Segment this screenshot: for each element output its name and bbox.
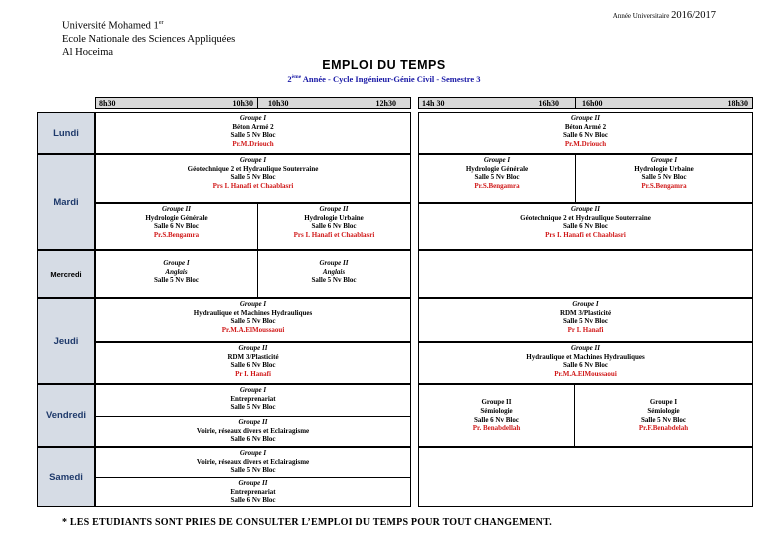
time-slot-a: 8h30 10h30 — [95, 97, 258, 109]
session-mercredi-afternoon-empty — [418, 250, 753, 298]
session-jeudi-afternoon-g1: Groupe I RDM 3/Plasticité Salle 5 Nv Bloc Pr I. Hanafi — [418, 298, 753, 342]
session-jeudi-morning-g2: Groupe II RDM 3/Plasticité Salle 6 Nv Bloc Pr I. Hanafi — [95, 341, 411, 384]
session-mercredi-b: Groupe II Anglais Salle 5 Nv Bloc — [257, 250, 411, 298]
page-title: EMPLOI DU TEMPS — [322, 58, 446, 72]
session-vendredi-morning-g2: Groupe II Voirie, réseaux divers et Eclairagisme Salle 6 Nv Bloc — [95, 416, 411, 447]
session-mardi-morning-g1: Groupe I Géotechnique 2 et Hydraulique Souterraine Salle 5 Nv Bloc Prs I. Hanafi et Chaablasri — [95, 154, 411, 203]
year-label: Année Universitaire — [612, 12, 670, 20]
institution-line-3: Al Hoceima — [62, 46, 114, 58]
session-vendredi-afternoon-b: Groupe I Sémiologie Salle 5 Nv Bloc Pr.F.Benabdelah — [574, 384, 753, 447]
session-lundi-afternoon: Groupe II Béton Armé 2 Salle 6 Nv Bloc Pr.M.Driouch — [418, 112, 753, 154]
session-mardi-afternoon-g2: Groupe II Géotechnique 2 et Hydraulique Souterraine Salle 6 Nv Bloc Prs I. Hanafi et Chaablasri — [418, 202, 753, 250]
session-mardi-morning-g2-a: Groupe II Hydrologie Générale Salle 6 Nv Bloc Pr.S.Bengamra — [95, 202, 258, 250]
session-samedi-morning-g2: Groupe II Entreprenariat Salle 6 Nv Bloc — [95, 477, 411, 507]
day-jeudi: Jeudi — [37, 298, 95, 384]
session-vendredi-afternoon-a: Groupe II Sémiologie Salle 6 Nv Bloc Pr. Benabdellah — [418, 384, 575, 447]
day-samedi: Samedi — [37, 447, 95, 507]
session-mardi-morning-g2-b: Groupe II Hydrologie Urbaine Salle 6 Nv Bloc Prs I. Hanafi et Chaablasri — [257, 202, 411, 250]
academic-year — [613, 10, 716, 21]
session-jeudi-afternoon-g2: Groupe II Hydraulique et Machines Hydrauliques Salle 6 Nv Bloc Pr.M.A.ElMoussaoui — [418, 341, 753, 384]
session-mardi-afternoon-g1-a: Groupe I Hydrologie Générale Salle 5 Nv Bloc Pr.S.Bengamra — [418, 154, 576, 203]
page-subtitle: 2ème Année - Cycle Ingénieur-Génie Civil - Semestre 3 — [287, 74, 481, 84]
session-samedi-morning-g1: Groupe I Voirie, réseaux divers et Eclairagisme Salle 5 Nv Bloc — [95, 447, 411, 478]
day-lundi: Lundi — [37, 112, 95, 154]
session-mardi-afternoon-g1-b: Groupe I Hydrologie Urbaine Salle 5 Nv Bloc Pr.S.Bengamra — [575, 154, 753, 203]
session-vendredi-morning-g1: Groupe I Entreprenariat Salle 5 Nv Bloc — [95, 384, 411, 417]
time-slot-d: 16h00 18h30 — [575, 97, 753, 109]
institution-line-1: Université Mohamed 1er — [62, 20, 164, 32]
institution-block — [62, 17, 235, 59]
institution-line-2: Ecole Nationale des Sciences Appliquées — [62, 33, 236, 45]
year-value: 2016/2017 — [671, 10, 716, 21]
time-slot-c: 14h 30 16h30 — [418, 97, 576, 109]
time-slot-b: 10h30 12h30 — [257, 97, 411, 109]
footer-note: * LES ETUDIANTS SONT PRIES DE CONSULTER L’EMPLOI DU TEMPS POUR TOUT CHANGEMENT. — [62, 517, 552, 528]
day-vendredi: Vendredi — [37, 384, 95, 447]
day-mercredi: Mercredi — [37, 250, 95, 298]
session-samedi-afternoon-empty — [418, 447, 753, 507]
session-lundi-morning: Groupe I Béton Armé 2 Salle 5 Nv Bloc Pr.M.Driouch — [95, 112, 411, 154]
day-mardi: Mardi — [37, 154, 95, 250]
session-jeudi-morning-g1: Groupe I Hydraulique et Machines Hydrauliques Salle 5 Nv Bloc Pr.M.A.ElMoussaoui — [95, 298, 411, 342]
session-mercredi-a: Groupe I Anglais Salle 5 Nv Bloc — [95, 250, 258, 298]
